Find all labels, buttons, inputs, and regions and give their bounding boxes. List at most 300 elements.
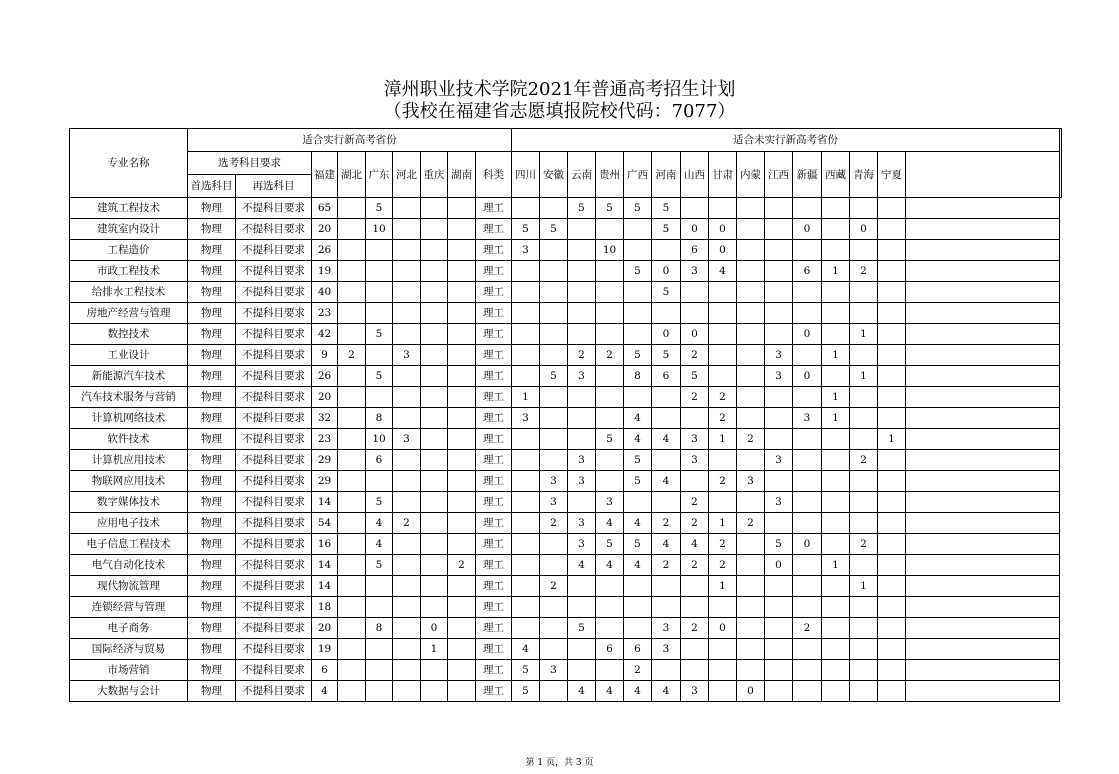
quota-cell: 0 bbox=[850, 219, 878, 240]
first-subject-cell: 物理 bbox=[188, 324, 236, 345]
province-header: 内蒙 bbox=[737, 152, 765, 198]
quota-cell bbox=[793, 282, 822, 303]
remark-cell bbox=[906, 429, 1060, 450]
page-title: 漳州职业技术学院2021年普通高考招生计划 bbox=[383, 79, 736, 100]
quota-cell bbox=[366, 282, 393, 303]
quota-cell bbox=[737, 492, 765, 513]
quota-cell bbox=[448, 471, 476, 492]
quota-cell: 10 bbox=[596, 240, 624, 261]
quota-cell bbox=[765, 261, 793, 282]
first-subject-cell: 物理 bbox=[188, 450, 236, 471]
remark-cell bbox=[906, 618, 1060, 639]
quota-cell bbox=[512, 303, 540, 324]
quota-cell bbox=[850, 240, 878, 261]
quota-cell bbox=[822, 534, 850, 555]
quota-cell bbox=[709, 324, 737, 345]
quota-cell bbox=[765, 513, 793, 534]
quota-cell: 10 bbox=[366, 219, 393, 240]
province-header: 广东 bbox=[366, 152, 393, 198]
quota-cell bbox=[568, 261, 596, 282]
table-row bbox=[70, 471, 1062, 492]
quota-cell: 4 bbox=[568, 555, 596, 576]
quota-cell: 5 bbox=[624, 534, 652, 555]
quota-cell bbox=[850, 660, 878, 681]
quota-cell bbox=[793, 681, 822, 702]
quota-cell bbox=[850, 513, 878, 534]
province-header: 甘肃 bbox=[709, 152, 737, 198]
quota-cell bbox=[512, 534, 540, 555]
category-cell: 理工 bbox=[476, 387, 512, 408]
quota-cell bbox=[681, 576, 709, 597]
remark-cell bbox=[906, 408, 1060, 429]
table-row bbox=[70, 534, 1062, 555]
table-row bbox=[70, 408, 1062, 429]
quota-cell bbox=[338, 282, 366, 303]
quota-cell: 2 bbox=[681, 555, 709, 576]
quota-cell: 5 bbox=[366, 366, 393, 387]
first-subject-cell: 物理 bbox=[188, 576, 236, 597]
quota-cell: 3 bbox=[540, 660, 568, 681]
quota-cell bbox=[822, 597, 850, 618]
second-subject-cell: 不提科目要求 bbox=[236, 534, 312, 555]
quota-cell bbox=[393, 576, 421, 597]
quota-cell bbox=[765, 198, 793, 219]
major-name-cell: 新能源汽车技术 bbox=[70, 366, 188, 387]
quota-cell bbox=[793, 429, 822, 450]
quota-cell bbox=[366, 660, 393, 681]
quota-cell bbox=[393, 555, 421, 576]
quota-cell: 0 bbox=[652, 324, 681, 345]
category-header: 科类 bbox=[476, 152, 512, 198]
quota-cell bbox=[737, 618, 765, 639]
remark-cell bbox=[906, 219, 1060, 240]
quota-cell bbox=[850, 639, 878, 660]
second-subject-cell: 不提科目要求 bbox=[236, 597, 312, 618]
quota-cell bbox=[681, 597, 709, 618]
quota-cell bbox=[681, 303, 709, 324]
quota-cell: 5 bbox=[540, 366, 568, 387]
quota-cell: 4 bbox=[624, 555, 652, 576]
quota-cell bbox=[448, 534, 476, 555]
province-header: 河南 bbox=[652, 152, 681, 198]
quota-cell: 3 bbox=[540, 492, 568, 513]
major-name-cell: 计算机网络技术 bbox=[70, 408, 188, 429]
quota-cell bbox=[568, 492, 596, 513]
quota-cell bbox=[822, 219, 850, 240]
quota-cell bbox=[338, 492, 366, 513]
first-subject-cell: 物理 bbox=[188, 513, 236, 534]
category-cell: 理工 bbox=[476, 513, 512, 534]
second-subject-cell: 不提科目要求 bbox=[236, 492, 312, 513]
remark-cell bbox=[906, 513, 1060, 534]
quota-cell: 0 bbox=[793, 366, 822, 387]
province-header: 江西 bbox=[765, 152, 793, 198]
quota-cell bbox=[596, 597, 624, 618]
quota-cell: 3 bbox=[393, 429, 421, 450]
category-cell: 理工 bbox=[476, 303, 512, 324]
quota-cell bbox=[421, 198, 448, 219]
first-subject-cell: 物理 bbox=[188, 261, 236, 282]
quota-cell bbox=[765, 282, 793, 303]
quota-cell bbox=[596, 618, 624, 639]
quota-cell bbox=[393, 387, 421, 408]
quota-cell: 23 bbox=[312, 303, 338, 324]
remark-cell bbox=[906, 324, 1060, 345]
quota-cell: 4 bbox=[681, 534, 709, 555]
quota-cell: 4 bbox=[652, 471, 681, 492]
quota-cell bbox=[568, 597, 596, 618]
major-name-cell: 国际经济与贸易 bbox=[70, 639, 188, 660]
quota-cell: 5 bbox=[512, 219, 540, 240]
quota-cell bbox=[568, 576, 596, 597]
quota-cell bbox=[540, 450, 568, 471]
quota-cell: 0 bbox=[793, 324, 822, 345]
province-header: 广西 bbox=[624, 152, 652, 198]
quota-cell: 1 bbox=[850, 366, 878, 387]
quota-cell bbox=[512, 513, 540, 534]
quota-cell bbox=[878, 534, 906, 555]
quota-cell: 2 bbox=[338, 345, 366, 366]
quota-cell: 2 bbox=[850, 534, 878, 555]
category-cell: 理工 bbox=[476, 618, 512, 639]
quota-cell bbox=[338, 450, 366, 471]
quota-cell bbox=[681, 660, 709, 681]
quota-cell bbox=[421, 345, 448, 366]
quota-cell bbox=[822, 576, 850, 597]
quota-cell: 4 bbox=[366, 534, 393, 555]
quota-cell bbox=[421, 555, 448, 576]
quota-cell bbox=[421, 261, 448, 282]
quota-cell: 4 bbox=[366, 513, 393, 534]
quota-cell bbox=[421, 576, 448, 597]
second-subject-cell: 不提科目要求 bbox=[236, 471, 312, 492]
quota-cell bbox=[709, 366, 737, 387]
province-header: 湖北 bbox=[338, 152, 366, 198]
quota-cell bbox=[681, 282, 709, 303]
quota-cell: 2 bbox=[596, 345, 624, 366]
quota-cell: 3 bbox=[681, 429, 709, 450]
quota-cell bbox=[596, 261, 624, 282]
major-name-cell: 房地产经营与管理 bbox=[70, 303, 188, 324]
quota-cell bbox=[448, 303, 476, 324]
category-cell: 理工 bbox=[476, 534, 512, 555]
quota-cell: 4 bbox=[652, 534, 681, 555]
quota-cell bbox=[596, 450, 624, 471]
quota-cell bbox=[793, 597, 822, 618]
quota-cell: 2 bbox=[737, 429, 765, 450]
quota-cell bbox=[421, 471, 448, 492]
quota-cell bbox=[366, 597, 393, 618]
table-row bbox=[70, 198, 1062, 219]
quota-cell: 2 bbox=[709, 555, 737, 576]
quota-cell: 3 bbox=[568, 471, 596, 492]
quota-cell bbox=[878, 261, 906, 282]
quota-cell bbox=[737, 576, 765, 597]
quota-cell bbox=[596, 366, 624, 387]
quota-cell bbox=[793, 345, 822, 366]
quota-cell bbox=[737, 639, 765, 660]
major-name-cell: 应用电子技术 bbox=[70, 513, 188, 534]
remark-cell bbox=[906, 639, 1060, 660]
quota-cell bbox=[568, 324, 596, 345]
quota-cell bbox=[878, 282, 906, 303]
table-row bbox=[70, 387, 1062, 408]
quota-cell: 2 bbox=[393, 513, 421, 534]
second-subject-cell: 不提科目要求 bbox=[236, 387, 312, 408]
quota-cell: 4 bbox=[596, 681, 624, 702]
first-subject-cell: 物理 bbox=[188, 366, 236, 387]
remark-cell bbox=[906, 345, 1060, 366]
quota-cell bbox=[393, 597, 421, 618]
major-name-cell: 软件技术 bbox=[70, 429, 188, 450]
quota-cell: 2 bbox=[709, 387, 737, 408]
quota-cell bbox=[338, 618, 366, 639]
quota-cell bbox=[765, 639, 793, 660]
second-subject-cell: 不提科目要求 bbox=[236, 450, 312, 471]
quota-cell: 3 bbox=[765, 345, 793, 366]
quota-cell: 0 bbox=[737, 681, 765, 702]
quota-cell: 4 bbox=[652, 429, 681, 450]
quota-cell bbox=[624, 387, 652, 408]
province-header: 四川 bbox=[512, 152, 540, 198]
table-row bbox=[70, 576, 1062, 597]
major-name-cell: 给排水工程技术 bbox=[70, 282, 188, 303]
quota-cell: 2 bbox=[709, 534, 737, 555]
quota-cell bbox=[448, 240, 476, 261]
quota-cell bbox=[338, 387, 366, 408]
quota-cell bbox=[540, 429, 568, 450]
quota-cell bbox=[793, 303, 822, 324]
quota-cell: 4 bbox=[624, 429, 652, 450]
quota-cell bbox=[540, 261, 568, 282]
quota-cell: 3 bbox=[765, 366, 793, 387]
quota-cell bbox=[448, 387, 476, 408]
quota-cell bbox=[338, 513, 366, 534]
quota-cell bbox=[512, 345, 540, 366]
first-subject-cell: 物理 bbox=[188, 660, 236, 681]
quota-cell bbox=[709, 660, 737, 681]
table-row bbox=[70, 513, 1062, 534]
quota-cell bbox=[512, 429, 540, 450]
category-cell: 理工 bbox=[476, 639, 512, 660]
first-subject-cell: 物理 bbox=[188, 597, 236, 618]
province-header: 安徽 bbox=[540, 152, 568, 198]
quota-cell: 2 bbox=[652, 513, 681, 534]
major-name-cell: 市政工程技术 bbox=[70, 261, 188, 282]
category-cell: 理工 bbox=[476, 597, 512, 618]
first-subject-cell: 物理 bbox=[188, 303, 236, 324]
first-subject-cell: 物理 bbox=[188, 408, 236, 429]
major-name-cell: 数字媒体技术 bbox=[70, 492, 188, 513]
quota-cell: 3 bbox=[652, 639, 681, 660]
quota-cell bbox=[709, 639, 737, 660]
quota-cell bbox=[338, 597, 366, 618]
quota-cell bbox=[624, 492, 652, 513]
quota-cell bbox=[366, 240, 393, 261]
quota-cell bbox=[878, 450, 906, 471]
table-row bbox=[70, 345, 1062, 366]
quota-cell bbox=[822, 681, 850, 702]
quota-cell: 4 bbox=[624, 681, 652, 702]
quota-cell: 2 bbox=[681, 513, 709, 534]
quota-cell bbox=[338, 366, 366, 387]
category-cell: 理工 bbox=[476, 429, 512, 450]
quota-cell: 19 bbox=[312, 639, 338, 660]
category-cell: 理工 bbox=[476, 366, 512, 387]
quota-cell: 20 bbox=[312, 618, 338, 639]
quota-cell: 2 bbox=[850, 261, 878, 282]
quota-cell bbox=[709, 597, 737, 618]
quota-cell: 5 bbox=[540, 219, 568, 240]
quota-cell bbox=[421, 534, 448, 555]
quota-cell bbox=[596, 660, 624, 681]
quota-cell: 5 bbox=[652, 345, 681, 366]
quota-cell: 2 bbox=[709, 471, 737, 492]
table-row bbox=[70, 618, 1062, 639]
quota-cell bbox=[765, 597, 793, 618]
quota-cell bbox=[448, 261, 476, 282]
quota-cell bbox=[568, 282, 596, 303]
quota-cell: 5 bbox=[512, 660, 540, 681]
quota-cell bbox=[540, 408, 568, 429]
quota-cell: 3 bbox=[765, 492, 793, 513]
quota-cell: 8 bbox=[624, 366, 652, 387]
quota-cell bbox=[822, 324, 850, 345]
quota-cell bbox=[878, 576, 906, 597]
quota-cell bbox=[878, 471, 906, 492]
quota-cell: 4 bbox=[568, 681, 596, 702]
quota-cell bbox=[448, 429, 476, 450]
quota-cell bbox=[878, 219, 906, 240]
quota-cell: 1 bbox=[709, 513, 737, 534]
quota-cell: 18 bbox=[312, 597, 338, 618]
first-subject-cell: 物理 bbox=[188, 534, 236, 555]
quota-cell bbox=[568, 660, 596, 681]
quota-cell: 0 bbox=[652, 261, 681, 282]
quota-cell bbox=[709, 282, 737, 303]
quota-cell bbox=[822, 282, 850, 303]
remarks-header bbox=[1060, 129, 1062, 198]
quota-cell: 2 bbox=[681, 492, 709, 513]
first-subject-cell: 物理 bbox=[188, 240, 236, 261]
quota-cell: 32 bbox=[312, 408, 338, 429]
quota-cell bbox=[366, 261, 393, 282]
quota-cell bbox=[652, 450, 681, 471]
quota-cell: 14 bbox=[312, 492, 338, 513]
quota-cell: 5 bbox=[596, 198, 624, 219]
table-row bbox=[70, 492, 1062, 513]
quota-cell: 0 bbox=[681, 324, 709, 345]
quota-cell: 3 bbox=[568, 513, 596, 534]
quota-cell bbox=[421, 324, 448, 345]
quota-cell: 10 bbox=[366, 429, 393, 450]
quota-cell bbox=[596, 219, 624, 240]
quota-cell bbox=[338, 240, 366, 261]
quota-cell bbox=[765, 429, 793, 450]
quota-cell bbox=[540, 240, 568, 261]
table-row bbox=[70, 240, 1062, 261]
province-header: 重庆 bbox=[421, 152, 448, 198]
quota-cell bbox=[822, 513, 850, 534]
quota-cell bbox=[793, 492, 822, 513]
quota-cell bbox=[850, 555, 878, 576]
quota-cell bbox=[822, 660, 850, 681]
major-name-cell: 数控技术 bbox=[70, 324, 188, 345]
quota-cell: 6 bbox=[366, 450, 393, 471]
quota-cell bbox=[793, 471, 822, 492]
quota-cell: 3 bbox=[737, 471, 765, 492]
quota-cell bbox=[421, 303, 448, 324]
quota-cell bbox=[850, 492, 878, 513]
major-name-cell: 大数据与会计 bbox=[70, 681, 188, 702]
second-subject-cell: 不提科目要求 bbox=[236, 345, 312, 366]
quota-cell bbox=[822, 639, 850, 660]
province-header: 云南 bbox=[568, 152, 596, 198]
quota-cell bbox=[822, 366, 850, 387]
quota-cell: 2 bbox=[624, 660, 652, 681]
quota-cell bbox=[338, 681, 366, 702]
major-name-cell: 电子信息工程技术 bbox=[70, 534, 188, 555]
quota-cell: 0 bbox=[793, 219, 822, 240]
quota-cell bbox=[878, 387, 906, 408]
quota-cell bbox=[366, 681, 393, 702]
quota-cell bbox=[709, 345, 737, 366]
quota-cell bbox=[338, 639, 366, 660]
second-subject-cell: 不提科目要求 bbox=[236, 408, 312, 429]
quota-cell: 9 bbox=[312, 345, 338, 366]
quota-cell bbox=[878, 408, 906, 429]
second-subject-cell: 不提科目要求 bbox=[236, 513, 312, 534]
quota-cell bbox=[624, 618, 652, 639]
quota-cell bbox=[793, 660, 822, 681]
quota-cell bbox=[822, 240, 850, 261]
quota-cell: 3 bbox=[681, 681, 709, 702]
quota-cell: 1 bbox=[512, 387, 540, 408]
quota-cell bbox=[793, 240, 822, 261]
province-header: 河北 bbox=[393, 152, 421, 198]
quota-cell bbox=[448, 366, 476, 387]
quota-cell bbox=[793, 555, 822, 576]
quota-cell bbox=[540, 681, 568, 702]
quota-cell: 1 bbox=[421, 639, 448, 660]
quota-cell bbox=[338, 324, 366, 345]
quota-cell bbox=[850, 408, 878, 429]
old-gaokao-group-header: 适合未实行新高考省份 bbox=[512, 129, 1060, 152]
quota-cell: 5 bbox=[568, 198, 596, 219]
quota-cell bbox=[512, 576, 540, 597]
quota-cell bbox=[878, 240, 906, 261]
table-row bbox=[70, 555, 1062, 576]
quota-cell: 3 bbox=[568, 450, 596, 471]
quota-cell bbox=[448, 219, 476, 240]
category-cell: 理工 bbox=[476, 555, 512, 576]
quota-cell bbox=[765, 660, 793, 681]
quota-cell bbox=[652, 492, 681, 513]
quota-cell bbox=[624, 303, 652, 324]
quota-cell: 4 bbox=[312, 681, 338, 702]
quota-cell: 23 bbox=[312, 429, 338, 450]
quota-cell: 1 bbox=[850, 576, 878, 597]
quota-cell bbox=[338, 261, 366, 282]
quota-cell bbox=[737, 366, 765, 387]
quota-cell bbox=[709, 681, 737, 702]
quota-cell bbox=[393, 282, 421, 303]
quota-cell bbox=[765, 576, 793, 597]
quota-cell bbox=[568, 219, 596, 240]
remark-cell bbox=[906, 576, 1060, 597]
quota-cell bbox=[366, 387, 393, 408]
quota-cell bbox=[338, 555, 366, 576]
